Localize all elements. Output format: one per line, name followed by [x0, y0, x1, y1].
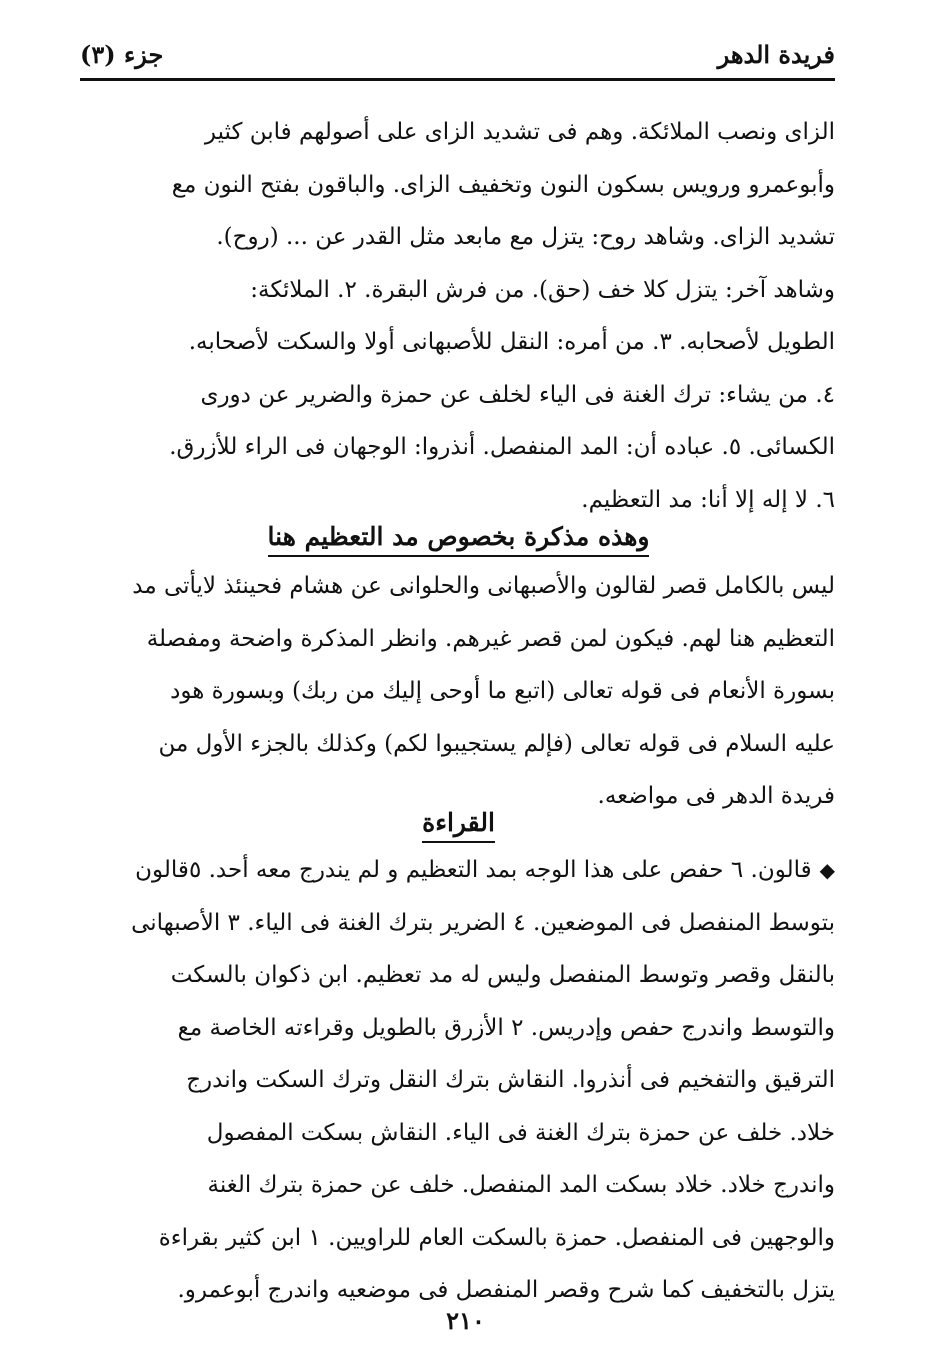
- note-heading: [82, 522, 835, 551]
- note-paragraph: [82, 560, 835, 823]
- text-line: والتوسط واندرج حفص وإدريس. ٢ الأزرق بالطويل وقراءته الخاصة مع: [177, 1014, 835, 1041]
- text-line: الزاى ونصب الملائكة. وهم فى تشديد الزاى على أصولهم فابن كثير: [204, 119, 835, 145]
- page-number: ٢١٠: [446, 1306, 485, 1335]
- text-line: خلاد. خلف عن حمزة بترك الغنة فى الياء. النقاش بسكت المفصول: [206, 1119, 835, 1146]
- text-line: وشاهد آخر: يتزل كلا خف (حق). من فرش البقرة. ٢. الملائكة:: [250, 276, 835, 303]
- reading-heading-text: القراءة: [422, 808, 495, 843]
- text-line-content: قالون. ٦ حفص على هذا الوجه بمد التعظيم و لم يندرج معه أحد. ٥قالون: [135, 857, 812, 883]
- text-line: ٤. من يشاء: ترك الغنة فى الياء لخلف عن حمزة والضرير عن دورى: [200, 381, 835, 408]
- text-line: يتزل بالتخفيف كما شرح وقصر المنفصل فى موضعيه واندرج أبوعمرو.: [177, 1277, 835, 1303]
- text-line: الكسائى. ٥. عباده أن: المد المنفصل. أنذروا: الوجهان فى الراء للأزرق.: [169, 434, 835, 460]
- text-line: واندرج خلاد. خلاد بسكت المد المنفصل. خلف عن حمزة بترك الغنة: [207, 1172, 835, 1198]
- text-line: الترقيق والتفخيم فى أنذروا. النقاش بترك النقل وترك السكت واندرج: [186, 1067, 835, 1093]
- note-heading-text: وهذه مذكرة بخصوص مد التعظيم هنا: [268, 522, 650, 557]
- text-line: الطويل لأصحابه. ٣. من أمره: النقل للأصبهانى أولا والسكت لأصحابه.: [188, 329, 835, 355]
- part-label: جزء (٣): [80, 40, 164, 69]
- text-line: ٦. لا إله إلا أنا: مد التعظيم.: [581, 486, 835, 513]
- text-line: [82, 844, 835, 897]
- diamond-bullet-icon: ◆: [819, 858, 835, 882]
- book-title: فريدة الدهر: [717, 40, 835, 69]
- text-line: بسورة الأنعام فى قوله تعالى (اتبع ما أوحى إليك من ربك) وبسورة هود: [170, 678, 835, 704]
- text-line: عليه السلام فى قوله تعالى (فإلم يستجيبوا لكم) وكذلك بالجزء الأول من: [158, 730, 835, 757]
- running-header: [80, 36, 835, 80]
- reading-paragraph: [82, 844, 835, 1317]
- text-line: ليس بالكامل قصر لقالون والأصبهانى والحلوانى عن هشام فحينئذ لايأتى مد: [132, 573, 835, 599]
- text-line: تشديد الزاى. وشاهد روح: يتزل مع مابعد مثل القدر عن ... (روح).: [216, 224, 835, 250]
- intro-paragraph: [82, 106, 835, 526]
- text-line: وأبوعمرو ورويس بسكون النون وتخفيف الزاى. والباقون بفتح النون مع: [171, 171, 835, 198]
- text-line: والوجهين فى المنفصل. حمزة بالسكت العام للراويين. ١ ابن كثير بقراءة: [158, 1224, 835, 1251]
- text-line: التعظيم هنا لهم. فيكون لمن قصر غيرهم. وانظر المذكرة واضحة ومفصلة: [146, 625, 835, 652]
- text-line: بتوسط المنفصل فى الموضعين. ٤ الضرير بترك الغنة فى الياء. ٣ الأصبهانى: [131, 909, 835, 936]
- text-line: فريدة الدهر فى مواضعه.: [597, 783, 835, 809]
- header-rule: [80, 78, 835, 81]
- text-line: بالنقل وقصر وتوسط المنفصل وليس له مد تعظيم. ابن ذكوان بالسكت: [170, 962, 835, 988]
- reading-heading: [82, 808, 835, 837]
